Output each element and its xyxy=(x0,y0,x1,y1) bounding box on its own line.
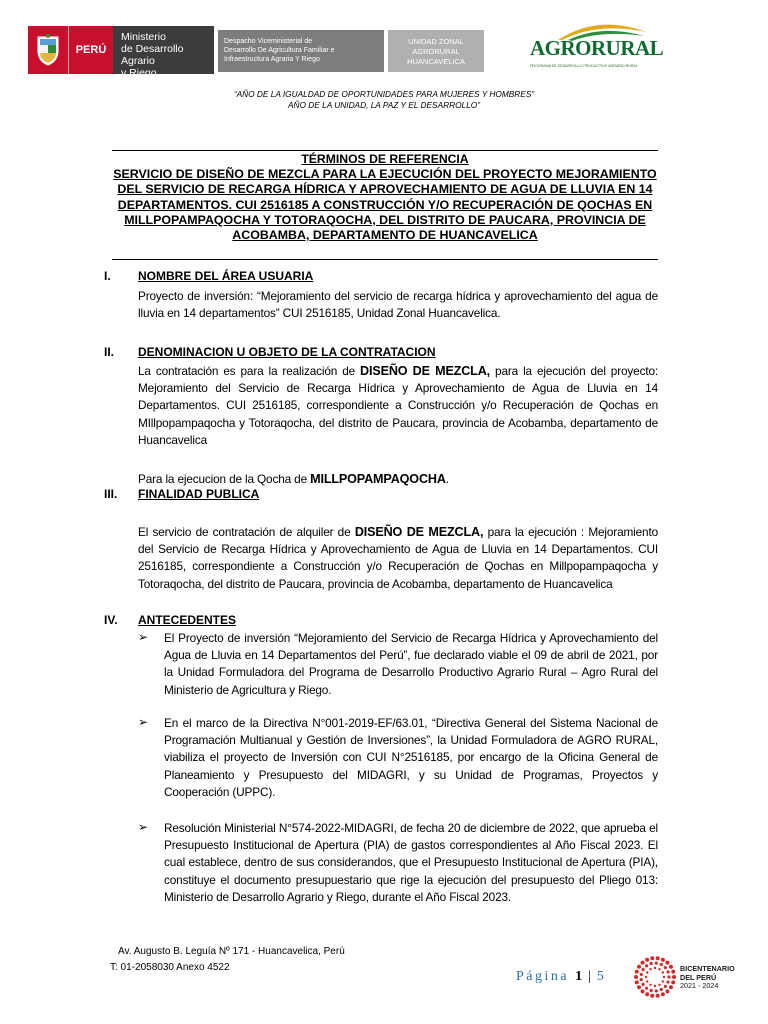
bold-run: MILLPOPAMPAQOCHA xyxy=(310,472,446,486)
section-number: II. xyxy=(104,345,115,359)
ring-dot xyxy=(656,994,660,998)
vice-ministry-line: Despacho Viceministerial de xyxy=(224,38,313,45)
ring-dot xyxy=(655,961,658,964)
ring-dot xyxy=(666,970,669,973)
ring-dot xyxy=(658,984,660,986)
section-paragraph xyxy=(138,363,658,449)
zonal-unit-line: UNIDAD ZONAL xyxy=(408,37,464,46)
agrorural-logo xyxy=(528,18,664,74)
ring-dot xyxy=(641,989,645,993)
ring-dot xyxy=(635,970,639,974)
service-title-line: DEPARTAMENTOS. CUI 2516185 A CONSTRUCCIÓN Y/O RECUPERACIÓN DE QOCHAS EN xyxy=(117,197,653,212)
ring-dot xyxy=(672,975,676,979)
bicentenario-line: DEL PERÚ xyxy=(680,972,717,982)
bullet-text: Resolución Ministerial N°574-2022-MIDAGRI, de fecha 20 de diciembre de 2022, que aprueba el Presupuesto Institucional de Apertura (PIA) de gastos correspondientes al Año Fiscal 2023. El cual establece, dentro de sus considerandos, que el Presupuesto Institucional de Apertura (PIA), constituye el documento presupuestario que rige la ejecución del presupuesto del Pliego 013: Ministerio de Desarrollo Agrario y Riego, durante el Año Fiscal 2023. xyxy=(164,821,658,904)
text-run: La contratación es para la realización de xyxy=(138,364,361,378)
vice-ministry-line: Desarrollo De Agricultura Familiar e xyxy=(224,47,335,54)
phone-line: T: 01-2058030 Anexo 4522 xyxy=(110,962,230,973)
ministry-line: Ministerio xyxy=(121,31,166,43)
bicentenario-logo xyxy=(632,954,752,1000)
section-number: IV. xyxy=(104,613,118,627)
ministry-brand xyxy=(28,26,214,79)
bicentenario-line: BICENTENARIO xyxy=(680,964,735,973)
ring-dot xyxy=(669,985,673,989)
ring-dot xyxy=(656,956,660,960)
footer-address xyxy=(110,944,345,976)
address-line: Av. Augusto B. Leguía Nº 171 - Huancavelica, Perú xyxy=(118,946,345,957)
section-paragraph xyxy=(138,524,658,593)
text-run: para la ejecución : Mejoramiento del Servicio de Recarga Hídrica y Aprovechamiento de Agua de Lluvia en 14 Departamentos. CUI 2516185, correspondiente a Construcción y/o Recuperación de Qochas en Millpopampaqocha y Totoraqocha, del distrito de Paucara, provincia de Acobamba, departamento de Huancavelica xyxy=(138,525,658,591)
section-number: III. xyxy=(104,487,118,501)
ministry-name xyxy=(113,26,214,79)
ring-dot xyxy=(646,980,648,982)
ring-dot xyxy=(658,968,660,970)
ring-dot xyxy=(649,984,651,986)
ring-dot xyxy=(637,985,641,989)
title-block xyxy=(110,152,660,243)
ring-dot xyxy=(650,989,653,992)
arrow-bullet-icon: ➢ xyxy=(138,715,149,729)
bold-run: DISEÑO DE MEZCLA, xyxy=(354,525,484,539)
ring-dot xyxy=(671,970,675,974)
ring-dot xyxy=(650,994,654,998)
page-separator: | xyxy=(588,969,591,984)
page-current: 1 xyxy=(575,969,583,984)
document-type-heading: TÉRMINOS DE REFERENCIA xyxy=(301,152,469,166)
ministry-line: y Riego xyxy=(121,67,157,79)
ring-dot xyxy=(660,963,663,966)
ring-dot xyxy=(650,956,654,960)
section-heading: NOMBRE DEL ÁREA USUARIA xyxy=(138,269,314,283)
ring-dot xyxy=(660,988,663,991)
arrow-bullet-icon: ➢ xyxy=(138,820,149,834)
section-number: I. xyxy=(104,269,111,283)
bicentenario-text xyxy=(680,965,735,991)
ring-dot xyxy=(642,983,645,986)
ring-dot xyxy=(669,965,673,969)
ring-dot xyxy=(635,980,639,984)
ring-dot xyxy=(664,985,667,988)
vice-ministry-box xyxy=(218,30,384,72)
bicentenario-ring-icon xyxy=(632,954,678,1000)
section-heading: FINALIDAD PUBLICA xyxy=(138,487,260,501)
bullet-text: El Proyecto de inversión “Mejoramiento del Servicio de Recarga Hídrica y Aprovechamiento del Agua de Lluvia en 14 Departamentos del Perú”, fue declarado viable el 09 de abril de 2021, por la Unidad Formuladora del Programa de Desarrollo Productivo Agrario Rural – Agro Rural del Ministerio de Agricultura y Riego. xyxy=(164,631,658,697)
zonal-unit-line: HUANCAVELICA xyxy=(407,57,465,66)
ring-dot xyxy=(667,975,670,978)
title-rule-bottom xyxy=(112,259,658,260)
ring-dot xyxy=(665,989,669,993)
text-run: Proyecto de inversión: “Mejoramiento del servicio de recarga hídrica y aprovechamiento del agua de lluvia en 14 departamentos” CUI 2516185, Unidad Zonal Huancavelica. xyxy=(138,289,658,321)
ring-dot xyxy=(640,973,643,976)
ring-dot xyxy=(650,962,653,965)
ring-dot xyxy=(645,992,649,996)
bullet-text: En el marco de la Directiva N°001-2019-EF/63.01, “Directiva General del Sistema Nacional de Programación Multianual y Gestión de Inversiones”, la Unidad Formuladora de AGRO RURAL, viabiliza el proyecto de Inversión con CUI N°2516185, por encargo de la Oficina General de Planeamiento y Presupuesto del MIDAGRI, y su Unidad de Programas, Proyectos y Cooperación (UPPC). xyxy=(164,716,658,799)
ring-dot xyxy=(634,975,638,979)
ring-dot xyxy=(645,964,648,967)
title-rule-top xyxy=(112,150,658,151)
page-total: 5 xyxy=(596,969,607,984)
text-run: Para la ejecucion de la Qocha de xyxy=(138,472,311,486)
text-run: El servicio de contratación de alquiler de xyxy=(138,525,355,539)
text-run: para la ejecución del proyecto: Mejoramiento del Servicio de Recarga Hídrica y Aprovechamiento de Agua de Lluvia en 14 Departamentos. CUI 2516185, correspondiente a Construcción y/o Recuperación de Qochas en MIllpopampaqocha y Totoraqocha, del distrito de Paucara, provincia de Acobamba, departamento de Huancavelica xyxy=(138,364,658,447)
ring-dot xyxy=(662,971,664,973)
ring-dot xyxy=(661,992,665,996)
ring-dot xyxy=(645,958,649,962)
ring-dot xyxy=(645,987,648,990)
page-word: Página xyxy=(516,969,570,984)
ring-dot xyxy=(671,980,675,984)
section-heading: DENOMINACION U OBJETO DE LA CONTRATACION xyxy=(138,345,436,359)
service-title-line: MILLPOPAMPAQOCHA Y TOTORAQOCHA, DEL DISTRITO DE PAUCARA, PROVINCIA DE xyxy=(124,212,646,227)
ring-dot xyxy=(662,980,664,982)
ring-dot xyxy=(640,978,643,981)
text-run: . xyxy=(445,472,449,486)
ring-dot xyxy=(654,967,656,969)
arrow-bullet-icon: ➢ xyxy=(138,630,149,644)
national-seal-icon xyxy=(28,26,68,74)
ring-dot xyxy=(654,985,656,987)
bold-run: DISEÑO DE MEZCLA, xyxy=(360,364,491,378)
zonal-unit-box xyxy=(388,30,484,72)
ring-dot xyxy=(666,980,669,983)
ring-dot xyxy=(664,966,667,969)
section-paragraph xyxy=(138,471,658,488)
ring-dot xyxy=(655,989,658,992)
zonal-unit-line: AGRORURAL xyxy=(412,47,460,56)
ring-dot xyxy=(645,976,647,978)
ministry-line: de Desarrollo Agrario xyxy=(121,43,184,67)
ring-dot xyxy=(663,976,665,978)
bicentenario-line: 2021 - 2024 xyxy=(680,981,719,991)
ring-dot xyxy=(637,965,641,969)
ring-dot xyxy=(649,968,651,970)
ring-dot xyxy=(661,958,665,962)
ring-dot xyxy=(642,968,645,971)
section-heading: ANTECEDENTES xyxy=(138,613,237,627)
ring-dot xyxy=(665,961,669,965)
agrorural-wordmark: AGRORURAL xyxy=(530,36,664,60)
vice-ministry-line: Infraestructura Agraria Y Riego xyxy=(224,56,320,63)
ring-dot xyxy=(641,961,645,965)
ring-dot xyxy=(646,971,648,973)
country-label: PERÚ xyxy=(68,26,113,74)
section-paragraph xyxy=(138,288,658,322)
year-motto: AÑO DE LA UNIDAD, LA PAZ Y EL DESARROLLO” xyxy=(288,100,480,110)
page-indicator xyxy=(516,969,606,985)
service-title-line: ACOBAMBA, DEPARTAMENTO DE HUANCAVELICA xyxy=(232,228,538,243)
service-title-line: SERVICIO DE DISEÑO DE MEZCLA PARA LA EJECUCIÓN DEL PROYECTO MEJORAMIENTO xyxy=(113,167,657,182)
agrorural-tagline: PROGRAMA DE DESARROLLO PRODUCTIVO AGRARIO RURAL xyxy=(530,64,638,68)
service-title-line: DEL SERVICIO DE RECARGA HÍDRICA Y APROVECHAMIENTO DE AGUA DE LLUVIA EN 14 xyxy=(117,182,653,197)
year-motto: “AÑO DE LA IGUALDAD DE OPORTUNIDADES PARA MUJERES Y HOMBRES” xyxy=(233,89,535,99)
